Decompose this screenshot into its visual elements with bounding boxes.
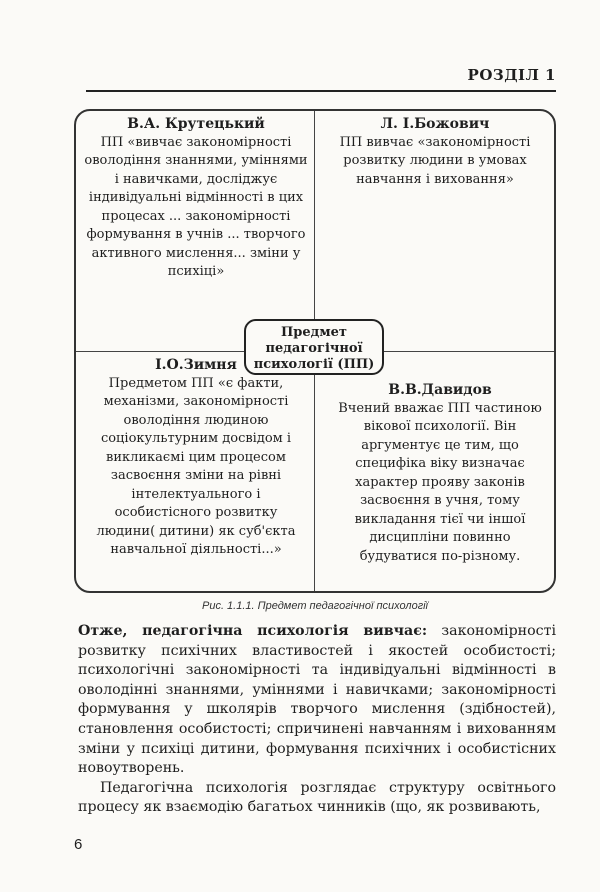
quadrant-text: Предметом ПП «є факти, механізми, закономірності оволодіння людиною соціокультурним досвідом і викликаємі цим процесом засвоєння зміни на рівні інтелектуального і особистісного розвитку людини( дитини) як суб'єкта навчальної діяльності...» (96, 375, 296, 557)
quadrant-krutetsky (84, 115, 308, 282)
body-text (78, 622, 556, 818)
quadrant-text: Вчений вважає ПП частиною вікової психології. Він аргументує це тим, що специфіка віку визначає характер прояву законів засвоєння в учня, тому викладання тієї чи іншої дисципліни повинно будуватися по-різному. (338, 400, 542, 564)
quadrant-davydov (332, 381, 548, 566)
header-rule (86, 90, 556, 92)
quadrant-author: В.А. Крутецький (127, 116, 265, 132)
subject-diagram (74, 109, 556, 593)
figure-caption: Рис. 1.1.1. Предмет педагогічної психології (201, 600, 428, 612)
quadrant-author: В.В.Давидов (388, 382, 492, 398)
paragraph-text: закономірності розвитку психічних властивостей і якостей особистості; психологічні закономірності та індивідуальні відмінності в оволодінні знаннями, уміннями і навичками; закономірності формування у школярів творчого мислення (здібностей), становлення особистості; спричинені навчанням і вихованням зміни у психіці дитини, формування психічних і особистісних новоутворень. (78, 623, 556, 777)
quadrant-author: Л. І.Божович (380, 116, 490, 132)
paragraph-lead: Отже, педагогічна психологія вивчає: (78, 623, 428, 639)
quadrant-bozhovych (322, 115, 548, 189)
quadrant-zymnia (84, 356, 308, 560)
paragraph: Педагогічна психологія розглядає структуру освітнього процесу як взаємодію багатьох чинників (що, як розвивають, (78, 779, 556, 816)
page-number: 6 (74, 836, 83, 853)
paragraph (78, 622, 556, 779)
section-header: РОЗДІЛ 1 (467, 66, 556, 84)
quadrant-text: ПП вивчає «закономірності розвитку людини в умовах навчання і виховання» (339, 134, 531, 187)
quadrant-author: І.О.Зимня (155, 357, 237, 373)
quadrant-text: ПП «вивчає закономірності оволодіння знаннями, уміннями і навичками, досліджує індивідуальні відмінності в цих процесах ... закономірності формування в учнів ... творчого активного мислення... зміни у психіці» (84, 134, 308, 279)
diagram-center-label: Предмет педагогічної психології (ПП) (244, 319, 384, 375)
